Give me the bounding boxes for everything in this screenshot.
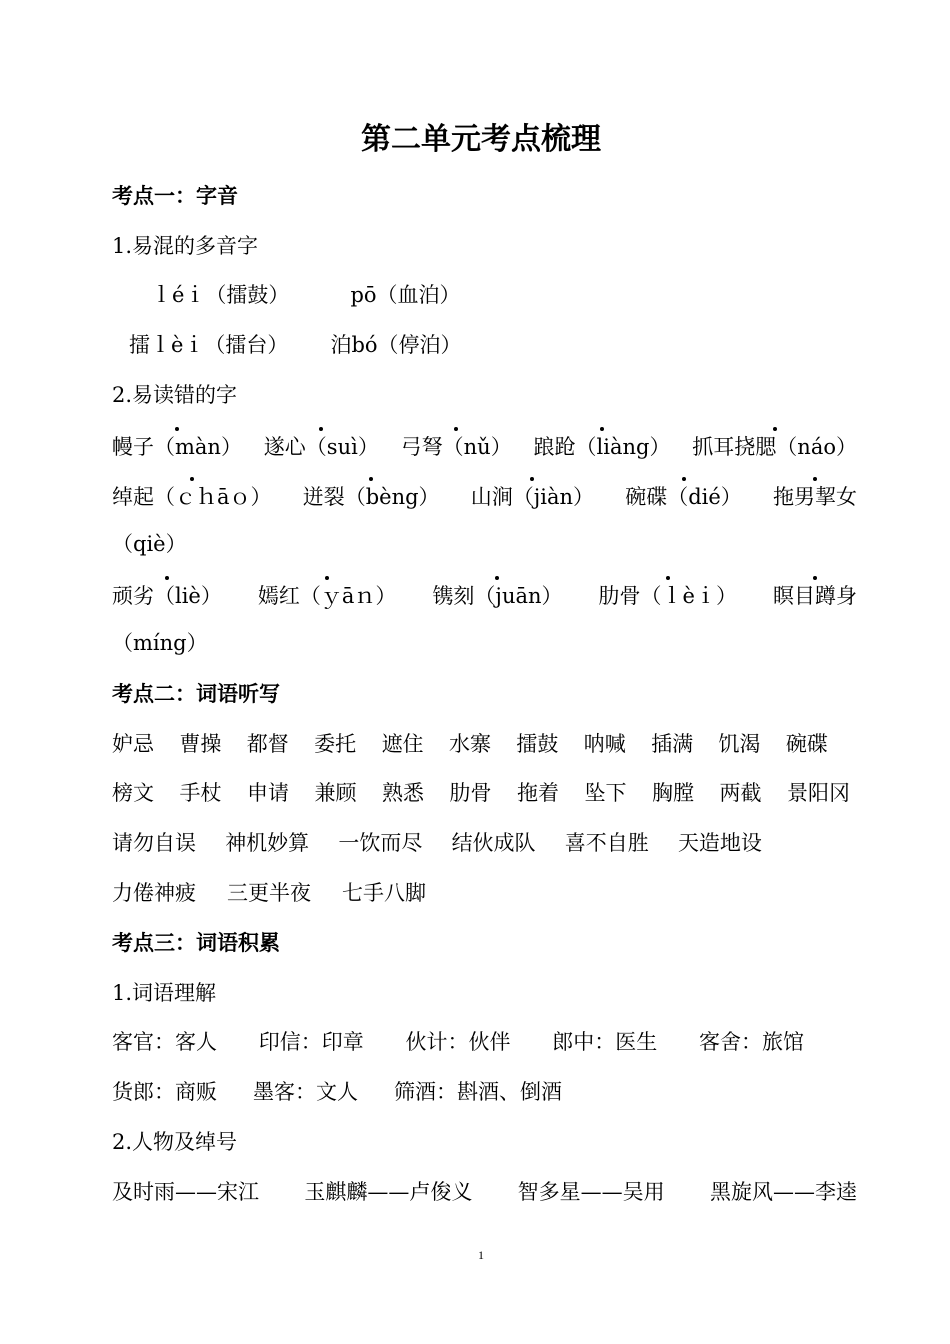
misread-item: 踉跄（liàng） (534, 429, 671, 465)
dictation-row-2 (112, 775, 850, 811)
misread-item: 绰起（ｃｈāｏ） (112, 479, 272, 515)
subheading-nicknames: 2.人物及绰号 (112, 1130, 238, 1154)
misread-item-continued: （míng） (112, 631, 208, 655)
word-meaning: 客舍：旅馆 (699, 1030, 804, 1054)
word-meaning: 伙计：伙伴 (405, 1030, 511, 1054)
word: 委托 (314, 732, 357, 756)
word: 插满 (651, 732, 694, 756)
idiom: 请勿自误 (112, 831, 196, 855)
word: 饥渴 (718, 732, 761, 756)
idiom: 喜不自胜 (564, 831, 649, 855)
word: 遮住 (381, 732, 424, 756)
misread-item: 瞑目蹲身 (773, 578, 857, 614)
misread-item: 幔子（màn） (112, 429, 242, 465)
section-heading-vocabulary: 考点三：词语积累 (112, 931, 280, 955)
word: 妒忌 (112, 732, 154, 756)
dictation-row-1 (112, 726, 828, 762)
idiom: 结伙成队 (451, 831, 536, 855)
nickname: 及时雨——宋江 (112, 1180, 259, 1204)
polyphone-char-lei: 擂 (129, 333, 150, 357)
polyphone-row-1 (112, 277, 857, 313)
word: 胸膛 (652, 781, 694, 805)
word: 兼顾 (314, 781, 357, 805)
polyphone-lei2: ｌéｉ（擂鼓） (151, 283, 290, 307)
page-title: 第二单元考点梳理 (361, 122, 601, 157)
misread-item: 碗碟（dié） (625, 479, 742, 515)
misread-row-3 (112, 578, 857, 614)
word: 两截 (719, 781, 762, 805)
word: 坠下 (584, 781, 627, 805)
meaning-row-1 (112, 1024, 804, 1060)
misread-item: 迸裂（bèng） (303, 479, 440, 515)
word: 曹操 (179, 732, 222, 756)
word: 水寨 (448, 732, 491, 756)
word-meaning: 墨客：文人 (253, 1080, 358, 1104)
misread-item: 肋骨（ｌèｉ） (599, 578, 737, 614)
nickname: 智多星——吴用 (517, 1180, 665, 1204)
idiom: 一饮而尽 (338, 831, 423, 855)
nickname: 黑旋风——李逵 (709, 1180, 857, 1204)
misread-row-2 (112, 479, 857, 515)
word-meaning: 筛酒：斟酒、倒酒 (394, 1080, 562, 1104)
word-meaning: 印信：印章 (258, 1030, 364, 1054)
misread-item: 拖男挈女 (773, 479, 857, 515)
word: 呐喊 (583, 732, 626, 756)
idiom: 力倦神疲 (112, 881, 196, 905)
word: 肋骨 (449, 781, 492, 805)
nickname-row (112, 1174, 857, 1210)
word: 申请 (247, 781, 289, 805)
misread-item: 遂心（suì） (264, 429, 379, 465)
idiom: 七手八脚 (342, 881, 426, 905)
dictation-row-4 (112, 875, 426, 911)
misread-item: 镌刻（juān） (432, 578, 562, 614)
subheading-word-meaning: 1.词语理解 (112, 981, 217, 1005)
section-heading-dictation: 考点二：词语听写 (112, 682, 280, 706)
misread-item: 弓弩（nǔ） (401, 429, 512, 465)
misread-row-1 (112, 429, 857, 465)
misread-item: 抓耳挠腮（náo） (692, 429, 857, 465)
subheading-polyphones: 1.易混的多音字 (112, 234, 259, 258)
word-meaning: 郎中：医生 (552, 1030, 658, 1054)
polyphone-char-bo: 泊 (330, 333, 352, 357)
polyphone-bo2: bó（停泊） (351, 333, 462, 357)
polyphone-lei4: ｌèｉ（擂台） (150, 333, 289, 357)
idiom: 三更半夜 (227, 881, 311, 905)
word-meaning: 货郎：商贩 (112, 1080, 217, 1104)
word: 都督 (246, 732, 289, 756)
misread-item: 山涧（jiàn） (471, 479, 594, 515)
polyphone-row-2 (112, 327, 857, 363)
page-number: 1 (478, 1248, 484, 1262)
section-heading-pronunciation: 考点一：字音 (112, 184, 238, 208)
idiom: 天造地设 (677, 831, 762, 855)
dictation-row-3 (112, 825, 762, 861)
polyphone-po1: pō（血泊） (350, 283, 461, 307)
misread-item: 嫣红（ｙāｎ） (258, 578, 397, 614)
word: 熟悉 (382, 781, 424, 805)
idiom: 神机妙算 (225, 831, 310, 855)
word: 榜文 (112, 781, 154, 805)
subheading-misread: 2.易读错的字 (112, 383, 238, 407)
word: 手杖 (179, 781, 222, 805)
word: 景阳冈 (787, 781, 850, 805)
word: 拖着 (517, 781, 559, 805)
nickname: 玉麒麟——卢俊义 (304, 1180, 473, 1204)
word: 擂鼓 (516, 732, 559, 756)
meaning-row-2 (112, 1074, 857, 1110)
misread-item: 顽劣（liè） (112, 578, 222, 614)
word: 碗碟 (785, 732, 828, 756)
misread-item-continued: （qiè） (112, 532, 187, 556)
word-meaning: 客官：客人 (112, 1030, 217, 1054)
